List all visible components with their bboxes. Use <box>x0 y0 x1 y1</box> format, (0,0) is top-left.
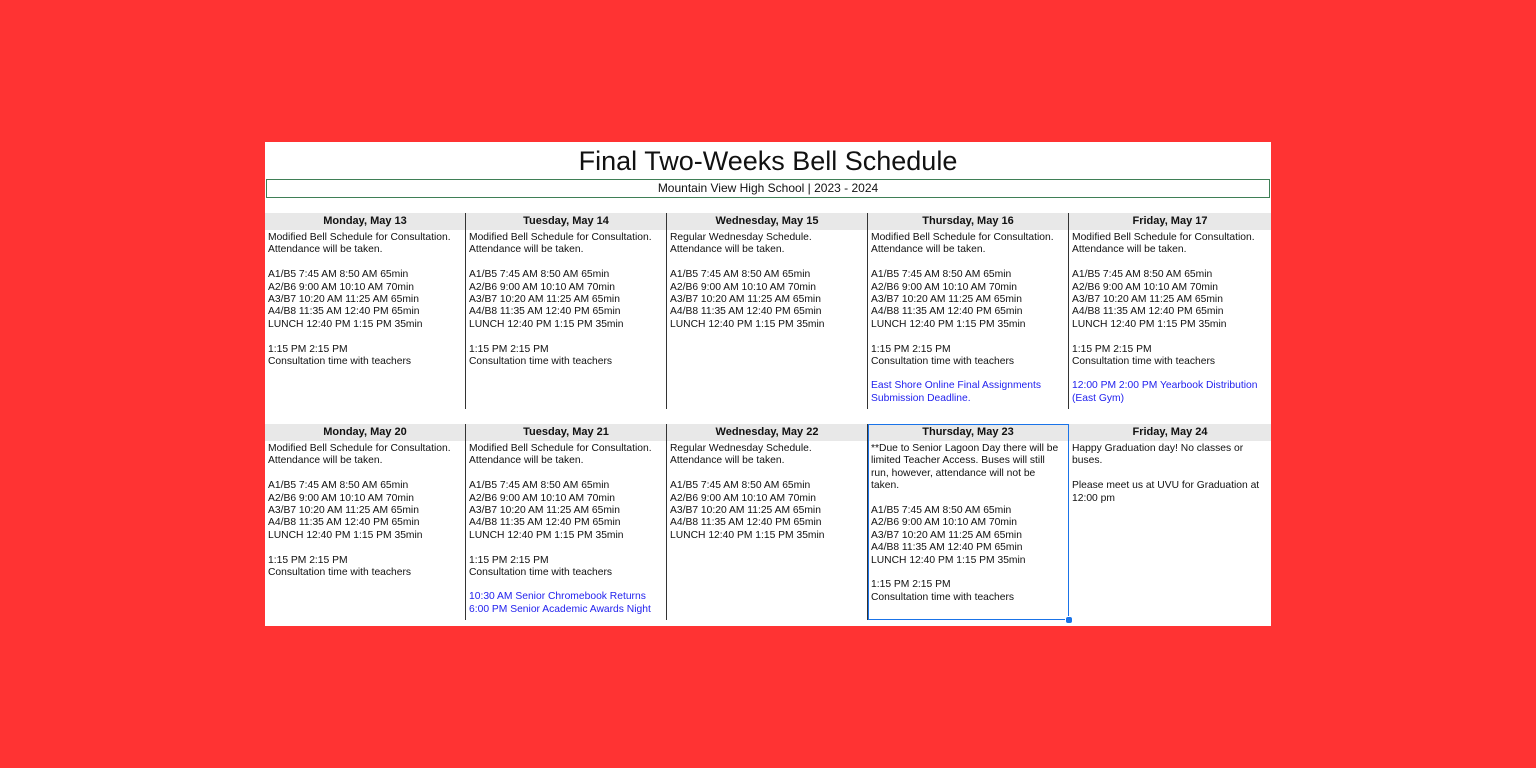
page-title: Final Two-Weeks Bell Schedule <box>578 146 958 176</box>
day-header: Thursday, May 16 <box>868 213 1068 230</box>
day-notes: Happy Graduation day! No classes or buses. Please meet us at UVU for Graduation at 12:00 pm <box>1072 443 1260 504</box>
day-cell-wed-22[interactable] <box>667 424 868 620</box>
day-notes: Regular Wednesday Schedule. Attendance will be taken. A1/B5 7:45 AM 8:50 AM 65min A2/B6 9:00 AM 10:10 AM 70min A3/B7 10:20 AM 11:25 AM 65min A4/B8 11:35 AM 12:40 PM 65min LUNCH 12:40 PM 1:15 PM 35min <box>670 443 825 541</box>
day-notes: Modified Bell Schedule for Consultation. Attendance will be taken. A1/B5 7:45 AM 8:50 AM 65min A2/B6 9:00 AM 10:10 AM 70min A3/B7 10:20 AM 11:25 AM 65min A4/B8 11:35 AM 12:40 PM 65min LUNCH 12:40 PM 1:15 PM 35min 1:15 PM 2:15 PM Consultation time with teachers <box>871 232 1054 368</box>
week-row-2 <box>265 424 1271 620</box>
day-cell-tue-21[interactable] <box>466 424 667 620</box>
day-header: Monday, May 20 <box>265 424 465 441</box>
day-header: Friday, May 17 <box>1069 213 1271 230</box>
day-notes: Modified Bell Schedule for Consultation. Attendance will be taken. A1/B5 7:45 AM 8:50 AM 65min A2/B6 9:00 AM 10:10 AM 70min A3/B7 10:20 AM 11:25 AM 65min A4/B8 11:35 AM 12:40 PM 65min LUNCH 12:40 PM 1:15 PM 35min 1:15 PM 2:15 PM Consultation time with teachers <box>268 232 451 368</box>
day-cell-tue-14[interactable] <box>466 213 667 409</box>
day-cell-mon-20[interactable] <box>265 424 466 620</box>
day-notes: Regular Wednesday Schedule. Attendance will be taken. A1/B5 7:45 AM 8:50 AM 65min A2/B6 9:00 AM 10:10 AM 70min A3/B7 10:20 AM 11:25 AM 65min A4/B8 11:35 AM 12:40 PM 65min LUNCH 12:40 PM 1:15 PM 35min <box>670 232 825 330</box>
schedule-sheet <box>265 142 1271 626</box>
day-cell-fri-24[interactable] <box>1069 424 1271 620</box>
week-row-1 <box>265 213 1271 409</box>
day-header: Wednesday, May 15 <box>667 213 867 230</box>
day-cell-thu-23[interactable] <box>868 424 1069 620</box>
day-header: Tuesday, May 14 <box>466 213 666 230</box>
day-header: Tuesday, May 21 <box>466 424 666 441</box>
day-cell-mon-13[interactable] <box>265 213 466 409</box>
day-notes: Modified Bell Schedule for Consultation. Attendance will be taken. A1/B5 7:45 AM 8:50 AM 65min A2/B6 9:00 AM 10:10 AM 70min A3/B7 10:20 AM 11:25 AM 65min A4/B8 11:35 AM 12:40 PM 65min LUNCH 12:40 PM 1:15 PM 35min 1:15 PM 2:15 PM Consultation time with teachers <box>469 443 652 579</box>
day-header: Wednesday, May 22 <box>667 424 867 441</box>
day-cell-fri-17[interactable] <box>1069 213 1271 409</box>
day-header: Thursday, May 23 <box>868 424 1068 441</box>
selection-resize-handle[interactable] <box>1065 616 1073 624</box>
day-header: Monday, May 13 <box>265 213 465 230</box>
day-notes: **Due to Senior Lagoon Day there will be limited Teacher Access. Buses will still run, however, attendance will not be taken. A1/B5 7:45 AM 8:50 AM 65min A2/B6 9:00 AM 10:10 AM 70min A3/B7 10:20 AM 11:25 AM 65min A4/B8 11:35 AM 12:40 PM 65min LUNCH 12:40 PM 1:15 PM 35min 1:15 PM 2:15 PM Consultation time with teachers <box>871 443 1059 603</box>
day-event: 10:30 AM Senior Chromebook Returns 6:00 PM Senior Academic Awards Night <box>469 591 651 615</box>
day-event: East Shore Online Final Assignments Submission Deadline. <box>871 380 1041 404</box>
day-event: 12:00 PM 2:00 PM Yearbook Distribution (East Gym) <box>1072 380 1258 404</box>
day-notes: Modified Bell Schedule for Consultation. Attendance will be taken. A1/B5 7:45 AM 8:50 AM 65min A2/B6 9:00 AM 10:10 AM 70min A3/B7 10:20 AM 11:25 AM 65min A4/B8 11:35 AM 12:40 PM 65min LUNCH 12:40 PM 1:15 PM 35min 1:15 PM 2:15 PM Consultation time with teachers <box>469 232 652 368</box>
day-cell-wed-15[interactable] <box>667 213 868 409</box>
day-cell-thu-16[interactable] <box>868 213 1069 409</box>
page-subtitle[interactable]: Mountain View High School | 2023 - 2024 <box>266 179 1270 198</box>
day-notes: Modified Bell Schedule for Consultation. Attendance will be taken. A1/B5 7:45 AM 8:50 AM 65min A2/B6 9:00 AM 10:10 AM 70min A3/B7 10:20 AM 11:25 AM 65min A4/B8 11:35 AM 12:40 PM 65min LUNCH 12:40 PM 1:15 PM 35min 1:15 PM 2:15 PM Consultation time with teachers <box>268 443 451 579</box>
day-header: Friday, May 24 <box>1069 424 1271 441</box>
day-notes: Modified Bell Schedule for Consultation. Attendance will be taken. A1/B5 7:45 AM 8:50 AM 65min A2/B6 9:00 AM 10:10 AM 70min A3/B7 10:20 AM 11:25 AM 65min A4/B8 11:35 AM 12:40 PM 65min LUNCH 12:40 PM 1:15 PM 35min 1:15 PM 2:15 PM Consultation time with teachers <box>1072 232 1255 368</box>
